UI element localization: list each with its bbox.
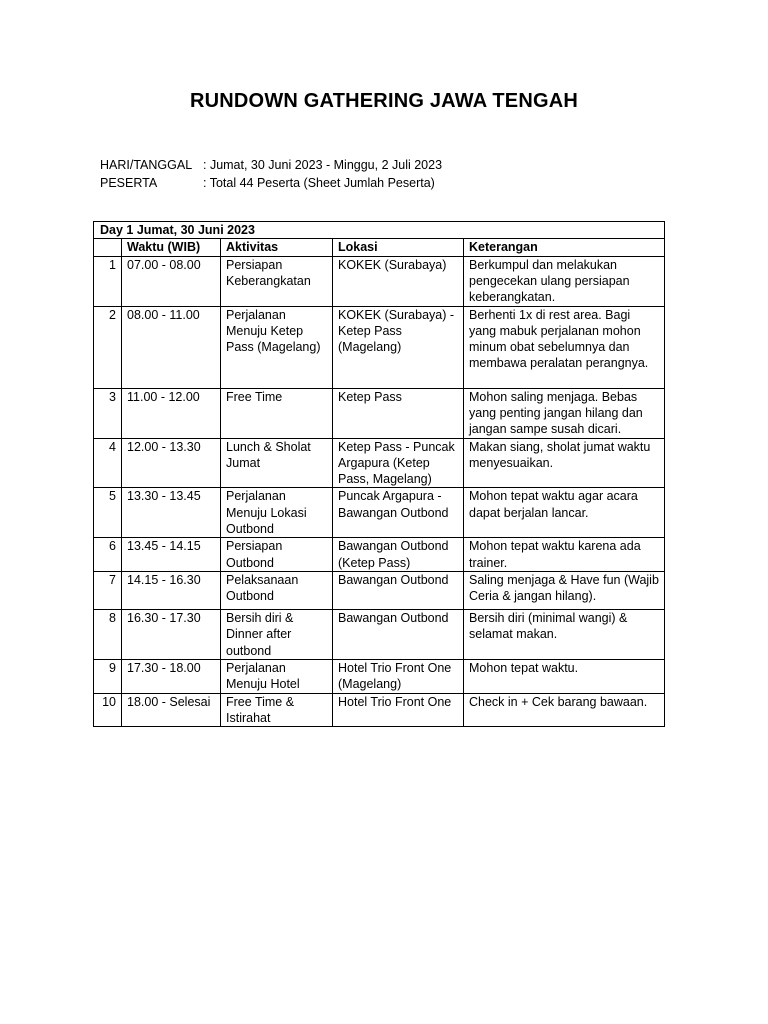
- cell-lokasi: KOKEK (Surabaya) - Ketep Pass (Magelang): [333, 306, 464, 388]
- cell-aktivitas: Bersih diri & Dinner after outbond: [221, 610, 333, 660]
- cell-keterangan: Saling menjaga & Have fun (Wajib Ceria & jangan hilang).: [464, 572, 665, 610]
- cell-waktu: 07.00 - 08.00: [122, 256, 221, 306]
- header-waktu: Waktu (WIB): [122, 239, 221, 256]
- meta-row-date: [100, 156, 442, 174]
- table-row: [94, 438, 665, 488]
- cell-no: 3: [94, 388, 122, 438]
- table-body: [94, 256, 665, 727]
- cell-waktu: 11.00 - 12.00: [122, 388, 221, 438]
- meta-value: : Total 44 Peserta (Sheet Jumlah Peserta): [203, 176, 435, 190]
- cell-no: 1: [94, 256, 122, 306]
- cell-aktivitas: Perjalanan Menuju Ketep Pass (Magelang): [221, 306, 333, 388]
- cell-keterangan: Mohon tepat waktu karena ada trainer.: [464, 538, 665, 572]
- cell-keterangan: Bersih diri (minimal wangi) & selamat makan.: [464, 610, 665, 660]
- cell-keterangan: Mohon tepat waktu.: [464, 660, 665, 694]
- cell-lokasi: Puncak Argapura - Bawangan Outbond: [333, 488, 464, 538]
- table-row: [94, 693, 665, 727]
- cell-aktivitas: Lunch & Sholat Jumat: [221, 438, 333, 488]
- header-row: [94, 239, 665, 256]
- cell-waktu: 13.45 - 14.15: [122, 538, 221, 572]
- header-no: [94, 239, 122, 256]
- cell-no: 10: [94, 693, 122, 727]
- header-keterangan: Keterangan: [464, 239, 665, 256]
- meta-label: PESERTA: [100, 176, 158, 190]
- header-aktivitas: Aktivitas: [221, 239, 333, 256]
- table-row: [94, 572, 665, 610]
- cell-lokasi: Ketep Pass - Puncak Argapura (Ketep Pass, Magelang): [333, 438, 464, 488]
- cell-aktivitas: Free Time & Istirahat: [221, 693, 333, 727]
- cell-keterangan: Check in + Cek barang bawaan.: [464, 693, 665, 727]
- cell-aktivitas: Perjalanan Menuju Lokasi Outbond: [221, 488, 333, 538]
- cell-no: 4: [94, 438, 122, 488]
- cell-waktu: 14.15 - 16.30: [122, 572, 221, 610]
- cell-lokasi: KOKEK (Surabaya): [333, 256, 464, 306]
- table-row: [94, 488, 665, 538]
- table-row: [94, 388, 665, 438]
- cell-waktu: 17.30 - 18.00: [122, 660, 221, 694]
- cell-keterangan: Mohon saling menjaga. Bebas yang penting jangan hilang dan jangan sampe susah dicari.: [464, 388, 665, 438]
- cell-keterangan: Makan siang, sholat jumat waktu menyesuaikan.: [464, 438, 665, 488]
- cell-aktivitas: Persiapan Keberangkatan: [221, 256, 333, 306]
- cell-no: 2: [94, 306, 122, 388]
- day-heading: Day 1 Jumat, 30 Juni 2023: [94, 222, 665, 239]
- cell-lokasi: Ketep Pass: [333, 388, 464, 438]
- cell-waktu: 08.00 - 11.00: [122, 306, 221, 388]
- cell-no: 7: [94, 572, 122, 610]
- meta-value: : Jumat, 30 Juni 2023 - Minggu, 2 Juli 2023: [203, 158, 443, 172]
- document-meta: [100, 156, 442, 192]
- cell-aktivitas: Persiapan Outbond: [221, 538, 333, 572]
- cell-aktivitas: Perjalanan Menuju Hotel: [221, 660, 333, 694]
- cell-aktivitas: Free Time: [221, 388, 333, 438]
- cell-waktu: 18.00 - Selesai: [122, 693, 221, 727]
- cell-lokasi: Bawangan Outbond (Ketep Pass): [333, 538, 464, 572]
- rundown-table: [93, 221, 665, 727]
- cell-no: 9: [94, 660, 122, 694]
- day-heading-row: [94, 222, 665, 239]
- cell-keterangan: Mohon tepat waktu agar acara dapat berjalan lancar.: [464, 488, 665, 538]
- cell-keterangan: Berkumpul dan melakukan pengecekan ulang persiapan keberangkatan.: [464, 256, 665, 306]
- cell-lokasi: Bawangan Outbond: [333, 572, 464, 610]
- cell-waktu: 16.30 - 17.30: [122, 610, 221, 660]
- meta-label: HARI/TANGGAL: [100, 158, 193, 172]
- table-row: [94, 256, 665, 306]
- cell-waktu: 13.30 - 13.45: [122, 488, 221, 538]
- document-title: RUNDOWN GATHERING JAWA TENGAH: [189, 90, 579, 112]
- table-row: [94, 538, 665, 572]
- cell-lokasi: Bawangan Outbond: [333, 610, 464, 660]
- cell-keterangan: Berhenti 1x di rest area. Bagi yang mabuk perjalanan mohon minum obat sebelumnya dan membawa peralatan perangnya.: [464, 306, 665, 388]
- cell-lokasi: Hotel Trio Front One: [333, 693, 464, 727]
- table-row: [94, 660, 665, 694]
- cell-no: 6: [94, 538, 122, 572]
- table-row: [94, 610, 665, 660]
- cell-lokasi: Hotel Trio Front One (Magelang): [333, 660, 464, 694]
- cell-no: 5: [94, 488, 122, 538]
- cell-aktivitas: Pelaksanaan Outbond: [221, 572, 333, 610]
- cell-no: 8: [94, 610, 122, 660]
- meta-row-participants: [100, 174, 442, 192]
- header-lokasi: Lokasi: [333, 239, 464, 256]
- table-row: [94, 306, 665, 388]
- cell-waktu: 12.00 - 13.30: [122, 438, 221, 488]
